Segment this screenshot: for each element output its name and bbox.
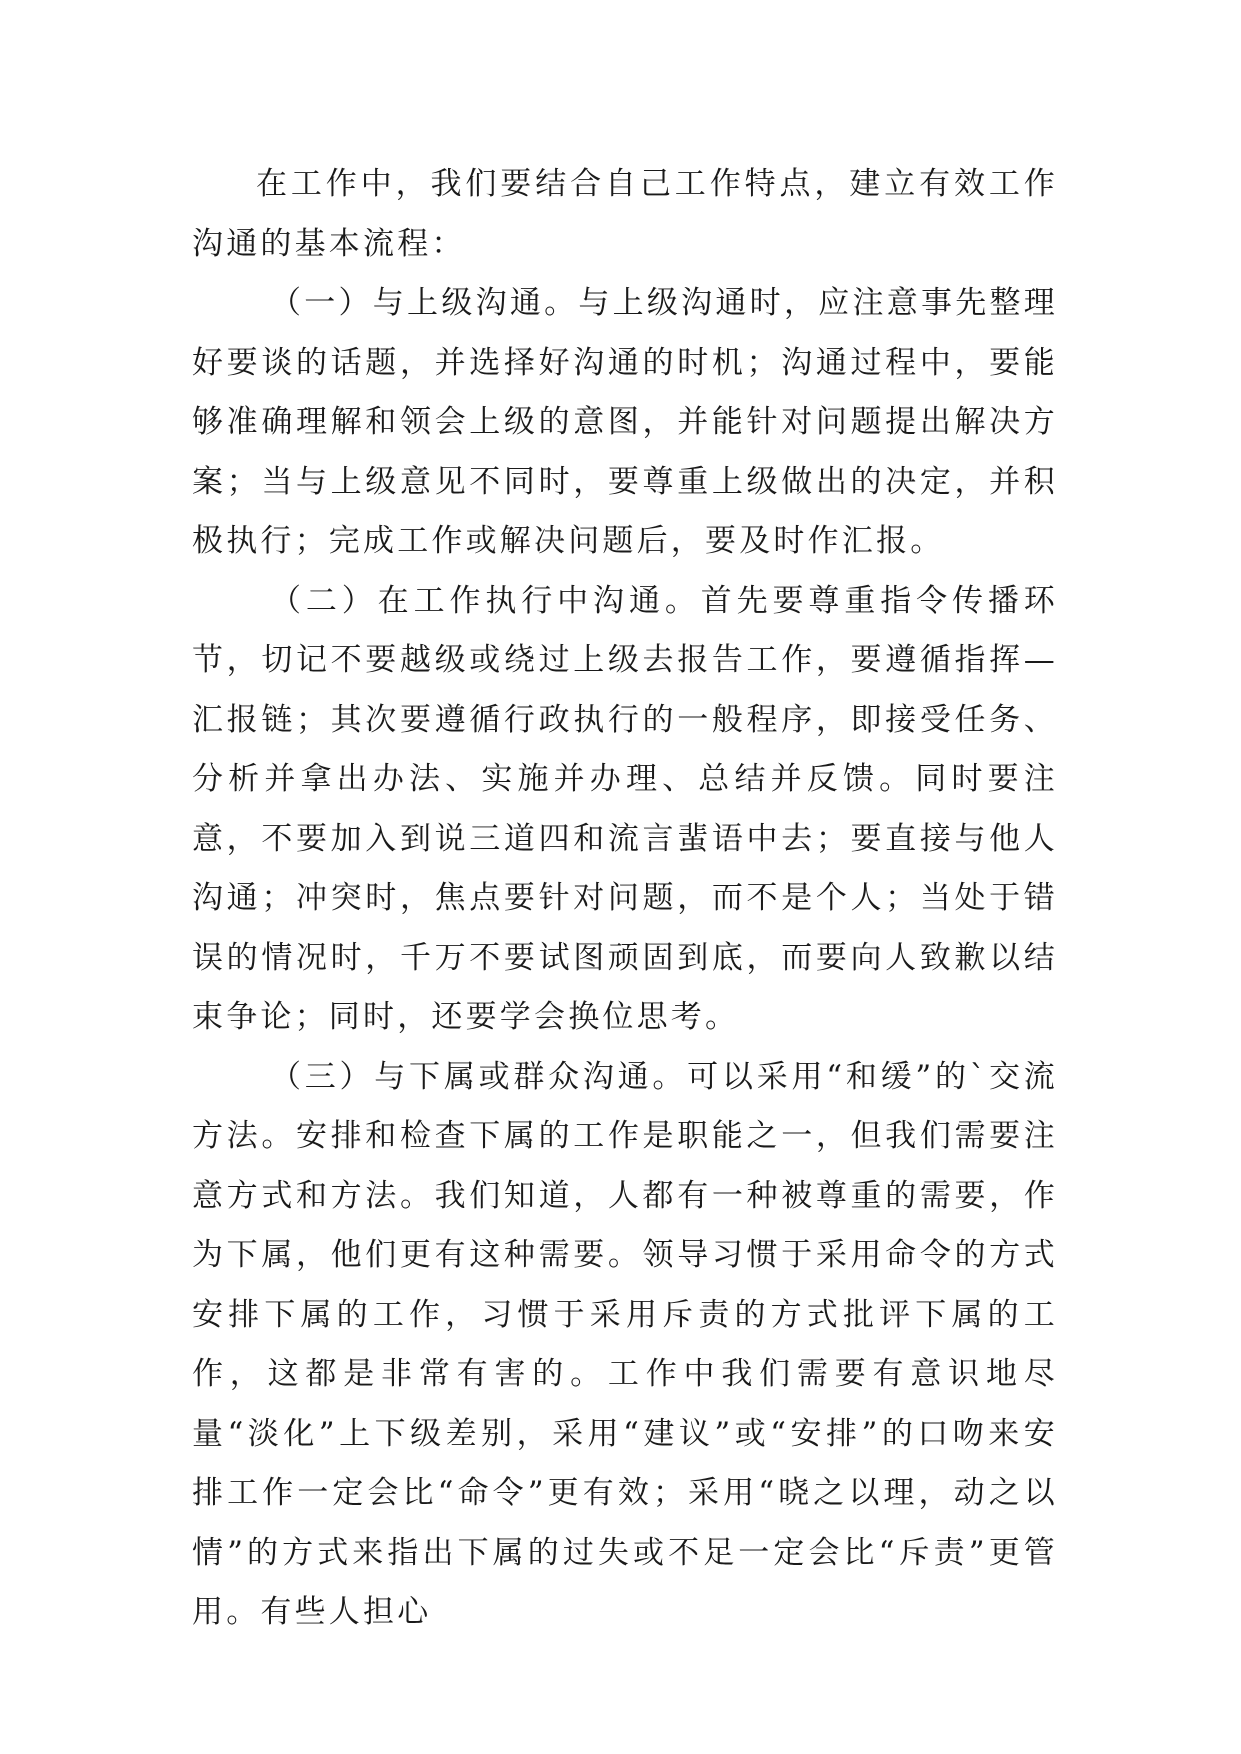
intro-paragraph: 在工作中，我们要结合自己工作特点，建立有效工作沟通的基本流程：: [192, 166, 1058, 262]
section-3-paragraph: （三）与下属或群众沟通。可以采用“和缓”的`交流方法。安排和检查下属的工作是职能之一，但我们需要注意方式和方法。我们知道，人都有一种被尊重的需要，作为下属，他们更有这种需要。领导习惯于采用命令的方式安排下属的工作，习惯于采用斥责的方式批评下属的工作，这都是非常有害的。工作中我们需要有意识地尽量“淡化”上下级差别，采用“建议”或“安排”的口吻来安排工作一定会比“命令”更有效；采用“晓之以理，动之以情”的方式来指出下属的过失或不足一定会比“斥责”更管用。有些人担心: [192, 1058, 1058, 1630]
section-1-paragraph: （一）与上级沟通。与上级沟通时，应注意事先整理好要谈的话题，并选择好沟通的时机；沟通过程中，要能够准确理解和领会上级的意图，并能针对问题提出解决方案；当与上级意见不同时，要尊重上级做出的决定，并积极执行；完成工作或解决问题后，要及时作汇报。: [192, 285, 1058, 559]
section-2-paragraph: （二）在工作执行中沟通。首先要尊重指令传播环节，切记不要越级或绕过上级去报告工作，要遵循指挥—汇报链；其次要遵循行政执行的一般程序，即接受任务、分析并拿出办法、实施并办理、总结并反馈。同时要注意，不要加入到说三道四和流言蜚语中去；要直接与他人沟通；冲突时，焦点要针对问题，而不是个人；当处于错误的情况时，千万不要试图顽固到底，而要向人致歉以结束争论；同时，还要学会换位思考。: [192, 582, 1058, 1035]
document-body: [192, 155, 1058, 1643]
